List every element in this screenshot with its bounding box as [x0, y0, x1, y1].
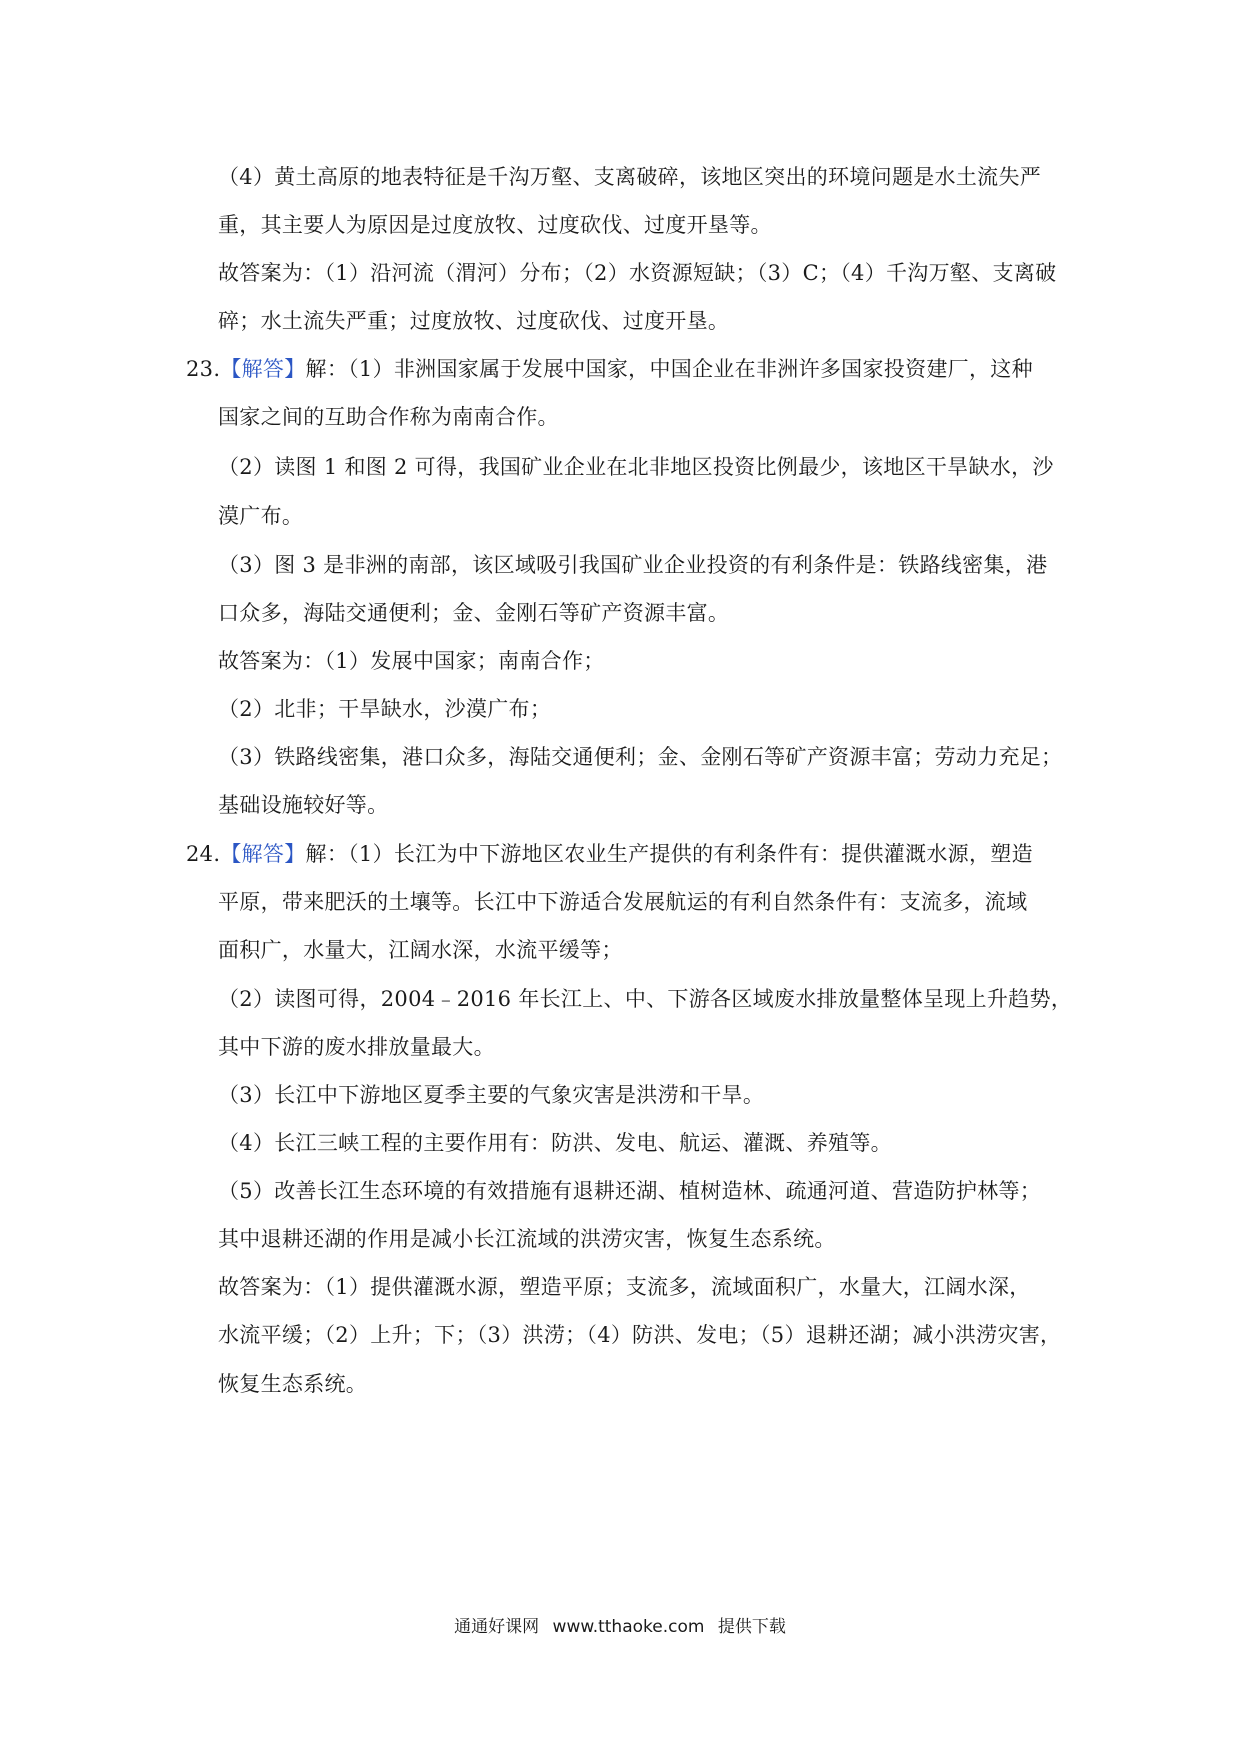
q24-answer-line2: 水流平缓；（2）上升；下；（3）洪涝；（4）防洪、发电；（5）退耕还湖；减小洪涝灾害， [218, 1323, 1062, 1347]
q24-line3: 面积广，水量大，江阔水深，水流平缓等； [218, 938, 623, 962]
q22-answer-line2: 碎；水土流失严重；过度放牧、过度砍伐、过度开垦。 [218, 309, 730, 333]
q23-answer-line3: （3）铁路线密集，港口众多，海陆交通便利；金、金刚石等矿产资源丰富；劳动力充足； [218, 745, 1063, 769]
q23-answer-tag: 【解答】 [220, 357, 306, 381]
q22-part4-line1: （4）黄土高原的地表特征是千沟万壑、支离破碎，该地区突出的环境问题是水土流失严 [218, 165, 1042, 189]
footer-site-name: 通通好课网 [454, 1617, 540, 1637]
q24-part5-line2: 其中退耕还湖的作用是减小长江流域的洪涝灾害，恢复生态系统。 [218, 1227, 836, 1251]
q24-answer-line1: 故答案为：（1）提供灌溉水源，塑造平原；支流多，流域面积广，水量大，江阔水深， [218, 1275, 1031, 1299]
q24-number: 24. [186, 842, 221, 866]
q23-first-line [186, 354, 1033, 384]
q23-answer-line4: 基础设施较好等。 [218, 793, 389, 817]
q23-line2: 国家之间的互助合作称为南南合作。 [218, 405, 559, 429]
q24-answer-line3: 恢复生态系统。 [218, 1372, 368, 1396]
q23-part3-line1: （3）图 3 是非洲的南部，该区域吸引我国矿业企业投资的有利条件是：铁路线密集，港 [218, 553, 1048, 577]
q24-part3-line1: （3）长江中下游地区夏季主要的气象灾害是洪涝和干旱。 [218, 1083, 765, 1107]
q24-part2-line2: 其中下游的废水排放量最大。 [218, 1035, 495, 1059]
q23-part2-line2: 漠广布。 [218, 504, 304, 528]
q23-line1-text: 解：（1）非洲国家属于发展中国家，中国企业在非洲许多国家投资建厂，这种 [305, 357, 1033, 381]
q24-line1-text: 解：（1）长江为中下游地区农业生产提供的有利条件有：提供灌溉水源，塑造 [305, 842, 1033, 866]
q23-answer-line2: （2）北非；干旱缺水，沙漠广布； [218, 697, 552, 721]
q24-first-line [186, 839, 1033, 869]
q23-part2-line1: （2）读图 1 和图 2 可得，我国矿业企业在北非地区投资比例最少，该地区干旱缺水，沙 [218, 455, 1054, 479]
q22-answer-line1: 故答案为：（1）沿河流（渭河）分布；（2）水资源短缺；（3）C；（4）千沟万壑、支离破 [218, 261, 1057, 285]
q24-line2: 平原，带来肥沃的土壤等。长江中下游适合发展航运的有利自然条件有：支流多，流域 [218, 890, 1028, 914]
q23-part3-line2: 口众多，海陆交通便利；金、金刚石等矿产资源丰富。 [218, 601, 730, 625]
q23-number: 23. [186, 357, 221, 381]
footer-url-link[interactable]: www.tthaoke.com [552, 1617, 705, 1637]
q24-part4-line1: （4）长江三峡工程的主要作用有：防洪、发电、航运、灌溉、养殖等。 [218, 1131, 892, 1155]
page-footer [0, 1615, 1240, 1639]
q24-part2-line1: （2）读图可得，2004﹣2016 年长江上、中、下游各区域废水排放量整体呈现上升趋势， [218, 987, 1073, 1011]
q24-part5-line1: （5）改善长江生态环境的有效措施有退耕还湖、植树造林、疏通河道、营造防护林等； [218, 1179, 1042, 1203]
q22-part4-line2: 重，其主要人为原因是过度放牧、过度砍伐、过度开垦等。 [218, 213, 772, 237]
footer-suffix: 提供下载 [717, 1617, 786, 1637]
q24-answer-tag: 【解答】 [220, 842, 306, 866]
q23-answer-line1: 故答案为：（1）发展中国家；南南合作； [218, 649, 605, 673]
